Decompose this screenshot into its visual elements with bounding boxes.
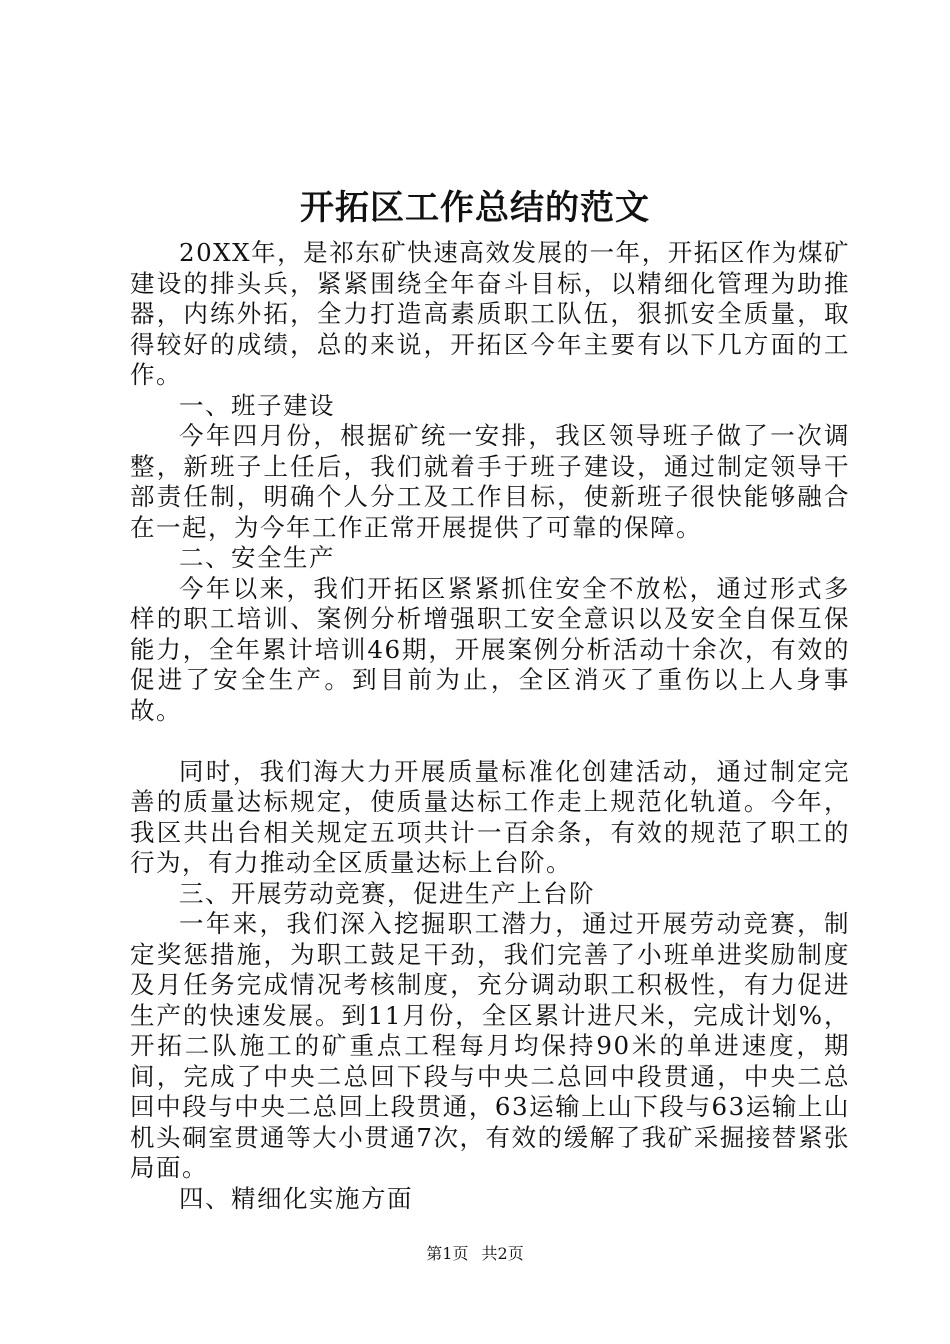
section-heading-competition: 三、开展劳动竞赛，促进生产上台阶: [179, 878, 595, 908]
paragraph-competition: 一年来，我们深入挖掘职工潜力，通过开展劳动竞赛，制定奖惩措施，为职工鼓足干劲，我们完善了小班单进奖励制度及月任务完成情况考核制度，充分调动职工积极性，有力促进生产的快速发展。到11月份，全区累计进尺米，完成计划%，开拓二队施工的矿重点工程每月均保持90米的单进速度，期间，完成了中央二总回下段与中央二总回中段贯通，中央二总回中段与中央二总回上段贯通，63运输上山下段与63运输上山机头硐室贯通等大小贯通7次，有效的缓解了我矿采掘接替紧张局面。: [130, 909, 850, 1182]
paragraph-quality: 同时，我们海大力开展质量标准化创建活动，通过制定完善的质量达标规定，使质量达标工作走上规范化轨道。今年，我区共出台相关规定五项共计一百余条，有效的规范了职工的行为，有力推动全区质量达标上台阶。: [130, 756, 850, 877]
document-body: [130, 238, 850, 1214]
paragraph-intro: 20XX年，是祁东矿快速高效发展的一年，开拓区作为煤矿建设的排头兵，紧紧围绕全年奋斗目标，以精细化管理为助推器，内练外拓，全力打造高素质职工队伍，狠抓安全质量，取得较好的成绩，总的来说，开拓区今年主要有以下几方面的工作。: [130, 238, 850, 389]
document-title: 开拓区工作总结的范文: [300, 188, 650, 228]
section-heading-safety: 二、安全生产: [179, 543, 335, 572]
paragraph-team: 今年四月份，根据矿统一安排，我区领导班子做了一次调整，新班子上任后，我们就着手于班子建设，通过制定领导干部责任制，明确个人分工及工作目标，使新班子很快能够融合在一起，为今年工作正常开展提供了可靠的保障。: [130, 421, 850, 542]
page-total: 共2页: [481, 1244, 524, 1263]
paragraph-safety: 今年以来，我们开拓区紧紧抓住安全不放松，通过形式多样的职工培训、案例分析增强职工安全意识以及安全自保互保能力，全年累计培训46期，开展案例分析活动十余次，有效的促进了安全生产。到目前为止，全区消灭了重伤以上人身事故。: [130, 573, 850, 725]
paragraph-spacer: [130, 726, 850, 757]
section-heading-refinement: 四、精细化实施方面: [179, 1183, 413, 1213]
page-number: 第1页: [426, 1244, 469, 1263]
section-heading-team: 一、班子建设: [179, 390, 335, 420]
page-footer: [0, 1243, 950, 1265]
